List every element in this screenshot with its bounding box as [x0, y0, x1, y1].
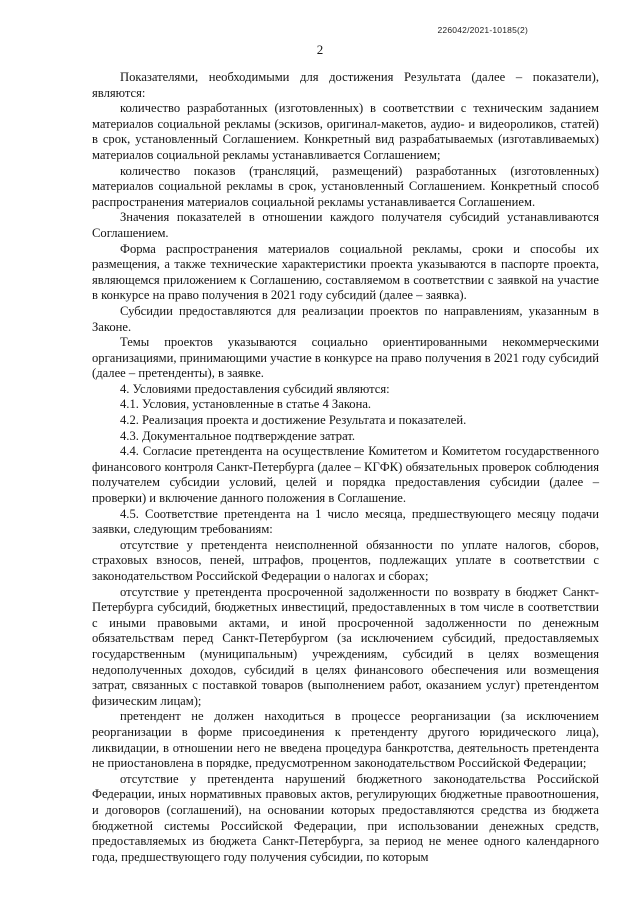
paragraph: Темы проектов указываются социально ориентированными некоммерческими организациями, принимающими участие в конкурсе на право получения в 2021 году субсидий (далее – претенденты), в заявке. — [92, 335, 599, 381]
document-body — [92, 70, 599, 865]
paragraph: Показателями, необходимыми для достижения Результата (далее – показатели), являются: — [92, 70, 599, 100]
paragraph: 4.4. Согласие претендента на осуществление Комитетом и Комитетом государственного финансового контроля Санкт-Петербурга (далее – КГФК) обязательных проверок соблюдения получателем субсидии условий, целей и порядка предоставления субсидии (далее – проверки) и включение данного положения в Соглашение. — [92, 444, 599, 506]
paragraph: 4.3. Документальное подтверждение затрат. — [120, 428, 356, 443]
document-registration-number: 226042/2021-10185(2) — [437, 25, 528, 35]
paragraph: 4.5. Соответствие претендента на 1 число месяца, предшествующего месяцу подачи заявки, следующим требованиям: — [92, 506, 599, 537]
paragraph: 4.2. Реализация проекта и достижение Результата и показателей. — [120, 413, 467, 428]
paragraph: Значения показателей в отношении каждого получателя субсидий устанавливаются Соглашением. — [92, 210, 599, 240]
paragraph: количество разработанных (изготовленных) в соответствии с техническим заданием материалов социальной рекламы (эскизов, оригинал-макетов, аудио- и видеороликов, статей) в срок, установленный Соглашением. Конкретный вид разрабатываемых (изготавливаемых) материалов социальной рекламы устанавливается Соглашением; — [92, 101, 599, 162]
paragraph: отсутствие у претендента просроченной задолженности по возврату в бюджет Санкт-Петербурга субсидий, бюджетных инвестиций, предоставленных в том числе в соответствии с иными правовыми актами, и иной просроченной задолженности по денежным обязательствам перед Санкт-Петербургом (за исключением субсидий, предоставляемых государственным (муниципальным) учреждениям, субсидий в целях возмещения недополученных доходов, субсидий в целях финансового обеспечения или возмещения затрат, связанных с поставкой товаров (выполнением работ, оказанием услуг) претендентом физическим лицам); — [92, 584, 599, 708]
page-number: 2 — [316, 42, 324, 57]
paragraph: 4. Условиями предоставления субсидий являются: — [120, 381, 390, 396]
paragraph: отсутствие у претендента неисполненной обязанности по уплате налогов, сборов, страховых взносов, пеней, штрафов, процентов, подлежащих уплате в соответствии с законодательством Российской Федерации о налогах и сборах; — [92, 537, 599, 583]
paragraph: Субсидии предоставляются для реализации проектов по направлениям, указанным в Законе. — [92, 303, 599, 334]
paragraph: отсутствие у претендента нарушений бюджетного законодательства Российской Федерации, иных нормативных правовых актов, регулирующих бюджетные правоотношения, и договоров (соглашений), на основании которых предоставляются средства из бюджета бюджетной системы Российской Федерации, при использовании денежных средств, предоставляемых из бюджета Санкт-Петербурга, за период не менее одного календарного года, предшествующего году получения субсидии, по которым — [92, 771, 599, 864]
paragraph: количество показов (трансляций, размещений) разработанных (изготовленных) материалов социальной рекламы в срок, установленный Соглашением. Конкретный способ распространения материалов социальной рекламы устанавливается Соглашением. — [92, 163, 599, 209]
paragraph: 4.1. Условия, установленные в статье 4 Закона. — [120, 397, 372, 412]
paragraph: Форма распространения материалов социальной рекламы, сроки и способы их размещения, а также технические характеристики проекта указываются в паспорте проекта, являющемся приложением к Соглашению, составляемом в соответствии с заявкой на участие в конкурсе на право получения в 2021 году субсидий (далее – заявка). — [92, 241, 599, 303]
paragraph: претендент не должен находиться в процессе реорганизации (за исключением реорганизации в форме присоединения к претенденту другого юридического лица), ликвидации, в отношении него не введена процедура банкротства, деятельность претендента не приостановлена в порядке, предусмотренном законодательством Российской Федерации; — [92, 709, 599, 771]
